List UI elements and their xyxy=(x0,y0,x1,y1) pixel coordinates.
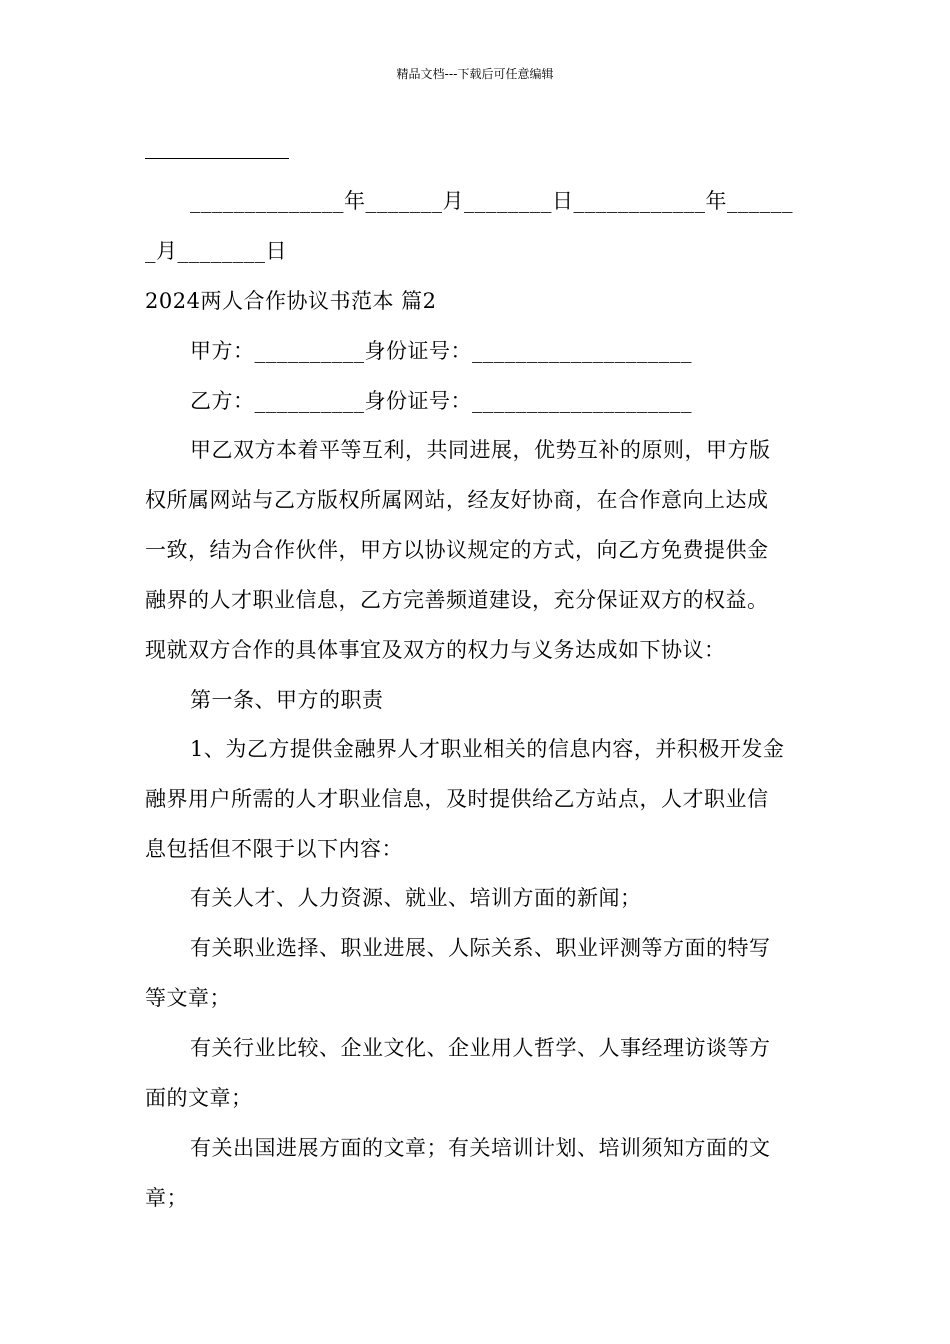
intro-line: 权所属网站与乙方版权所属网站，经友好协商，在合作意向上达成 xyxy=(145,488,769,512)
date-line: ______________年_______月________日____________年______ xyxy=(190,189,793,213)
item-line: 融界用户所需的人才职业信息，及时提供给乙方站点，人才职业信 xyxy=(145,787,769,811)
list-item: 有关行业比较、企业文化、企业用人哲学、人事经理访谈等方 xyxy=(190,1036,771,1060)
party-b-line: 乙方：__________身份证号：____________________ xyxy=(190,389,692,413)
intro-line: 现就双方合作的具体事宜及双方的权力与义务达成如下协议： xyxy=(145,638,726,662)
intro-line: 一致，结为合作伙伴，甲方以协议规定的方式，向乙方免费提供金 xyxy=(145,538,769,562)
list-item-continued: 面的文章； xyxy=(145,1086,253,1110)
signature-rule xyxy=(145,158,289,159)
intro-line: 甲乙双方本着平等互利，共同进展，优势互补的原则，甲方版 xyxy=(190,438,771,462)
date-line-continued: _月________日 xyxy=(145,239,287,263)
list-item-continued: 等文章； xyxy=(145,986,231,1010)
document-title: 2024两人合作协议书范本 篇2 xyxy=(145,289,437,313)
intro-line: 融界的人才职业信息，乙方完善频道建设，充分保证双方的权益。 xyxy=(145,588,769,612)
item-line: 1、为乙方提供金融界人才职业相关的信息内容，并积极开发金 xyxy=(190,737,785,761)
article-heading: 第一条、甲方的职责 xyxy=(190,688,384,712)
list-item: 有关职业选择、职业进展、人际关系、职业评测等方面的特写 xyxy=(190,936,771,960)
list-item: 有关出国进展方面的文章；有关培训计划、培训须知方面的文 xyxy=(190,1136,771,1160)
page-header: 精品文档---下载后可任意编辑 xyxy=(396,67,554,81)
list-item-continued: 章； xyxy=(145,1186,188,1210)
list-item: 有关人才、人力资源、就业、培训方面的新闻； xyxy=(190,886,642,910)
item-line: 息包括但不限于以下内容： xyxy=(145,837,403,861)
party-a-line: 甲方：__________身份证号：____________________ xyxy=(190,339,692,363)
